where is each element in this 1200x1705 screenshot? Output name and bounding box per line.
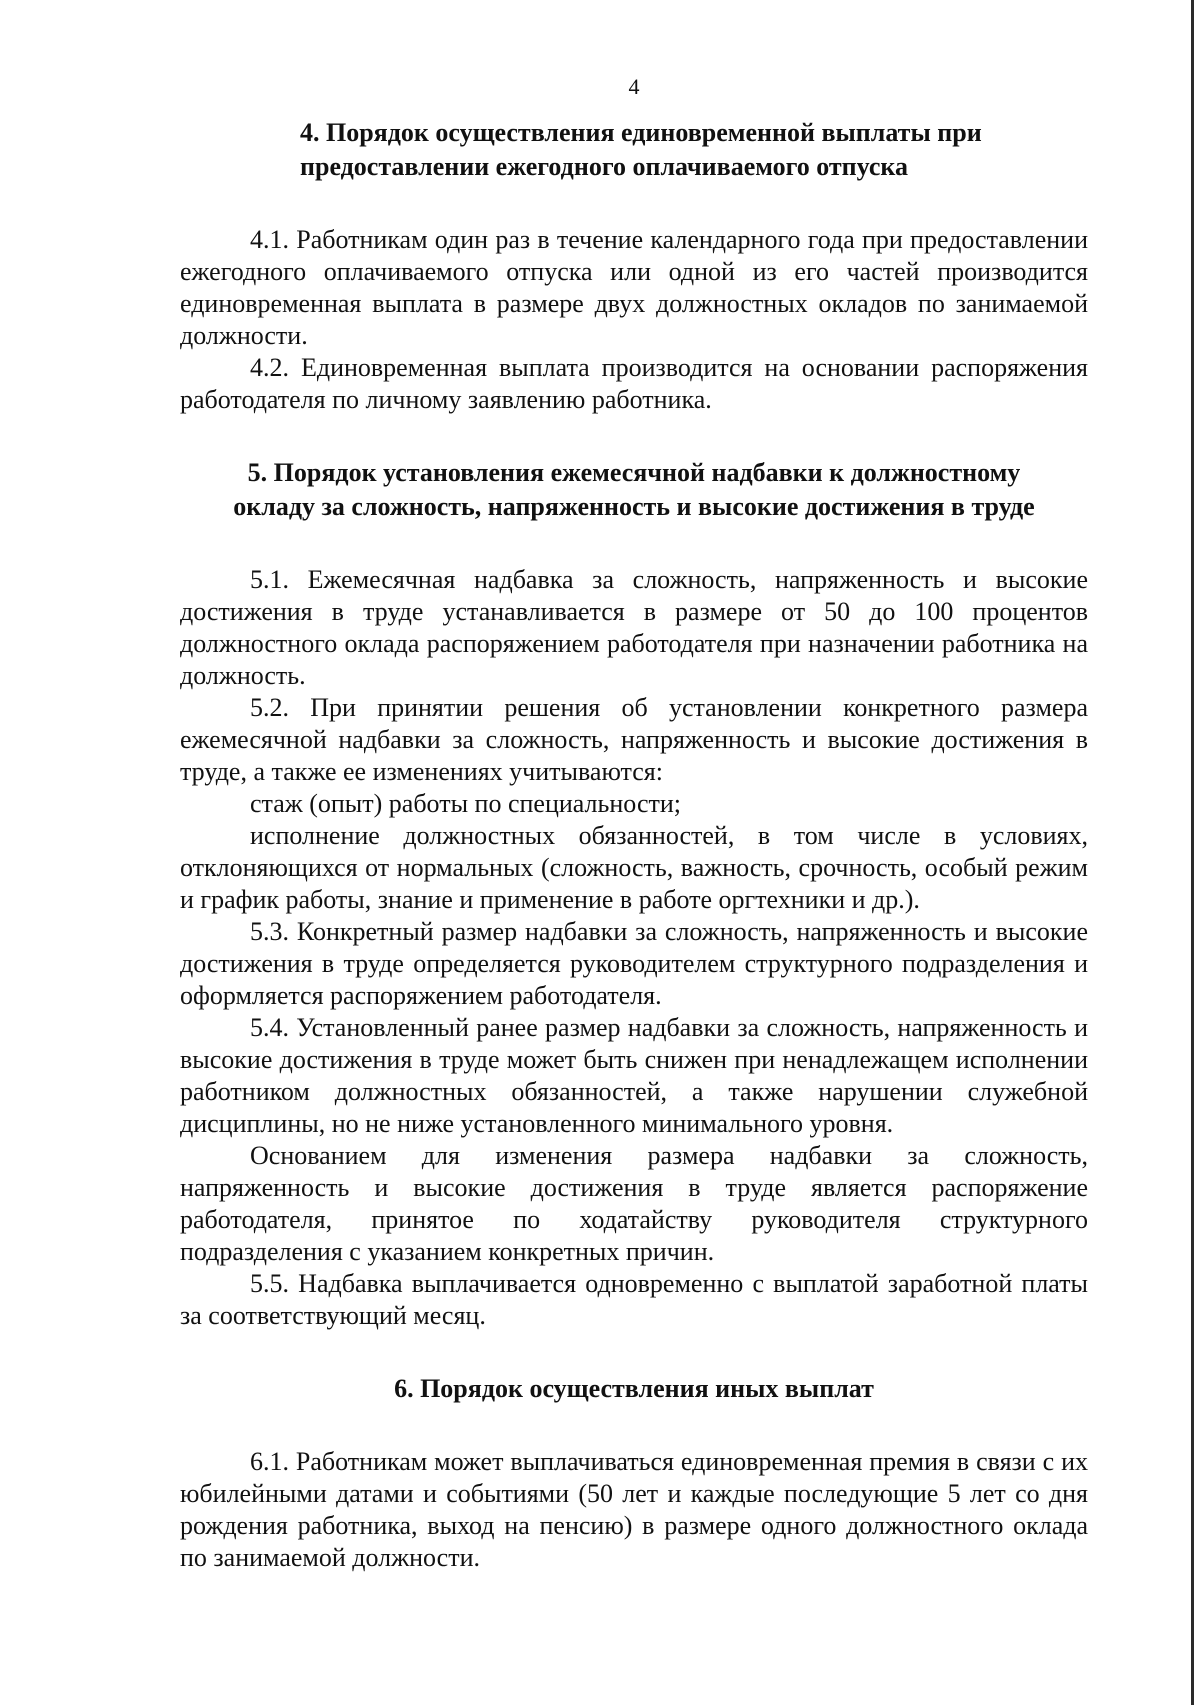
paragraph-4-1: 4.1. Работникам один раз в течение календарного года при предоставлении ежегодного оплачиваемого отпуска или одной из его частей производится единовременная выплата в размере двух должностных окладов по занимаемой должности. [180, 225, 1088, 350]
paragraph-5-2: 5.2. При принятии решения об установлении конкретного размера ежемесячной надбавки за сложность, напряженность и высокие достижения в труде, а также ее изменениях учитываются: [180, 693, 1088, 786]
section-4-heading-line1: 4. Порядок осуществления единовременной выплаты при [300, 118, 982, 147]
paragraph-5-4: 5.4. Установленный ранее размер надбавки за сложность, напряженность и высокие достижения в труде может быть снижен при ненадлежащем исполнении работником должностных обязанностей, а также нарушении служебной дисциплины, но не ниже установленного минимального уровня. [180, 1013, 1088, 1138]
paragraph-5-5: 5.5. Надбавка выплачивается одновременно с выплатой заработной платы за соответствующий месяц. [180, 1269, 1088, 1330]
section-5-heading-line1: 5. Порядок установления ежемесячной надбавки к должностному [247, 458, 1021, 487]
paragraph-5-2-item-experience: стаж (опыт) работы по специальности; [250, 789, 681, 818]
section-4 [180, 116, 1088, 416]
page-number: 4 [628, 74, 640, 99]
section-6-heading-line1: 6. Порядок осуществления иных выплат [394, 1374, 874, 1403]
section-4-heading [180, 116, 1088, 184]
paragraph-5-4-basis: Основанием для изменения размера надбавки за сложность, напряженность и высокие достижения в труде является распоряжение работодателя, принятое по ходатайству руководителя структурного подразделения с указанием конкретных причин. [180, 1141, 1088, 1266]
section-5-heading-line2: окладу за сложность, напряженность и высокие достижения в труде [233, 492, 1035, 521]
paragraph-5-2-item-duties: исполнение должностных обязанностей, в том числе в условиях, отклоняющихся от нормальных (сложность, важность, срочность, особый режим и график работы, знание и применение в работе оргтехники и др.). [180, 821, 1088, 914]
document-body [180, 116, 1088, 1574]
section-6 [180, 1372, 1088, 1574]
scan-edge-line [1191, 0, 1194, 1705]
paragraph-6-1: 6.1. Работникам может выплачиваться единовременная премия в связи с их юбилейными датами и событиями (50 лет и каждые последующие 5 лет со дня рождения работника, выход на пенсию) в размере одного должностного оклада по занимаемой должности. [180, 1447, 1088, 1572]
paragraph-4-2: 4.2. Единовременная выплата производится на основании распоряжения работодателя по личному заявлению работника. [180, 353, 1088, 414]
section-5 [180, 456, 1088, 1332]
section-5-heading [180, 456, 1088, 524]
section-4-heading-line2: предоставлении ежегодного оплачиваемого отпуска [300, 152, 908, 181]
paragraph-5-3: 5.3. Конкретный размер надбавки за сложность, напряженность и высокие достижения в труде определяется руководителем структурного подразделения и оформляется распоряжением работодателя. [180, 917, 1088, 1010]
section-6-heading [180, 1372, 1088, 1406]
paragraph-5-1: 5.1. Ежемесячная надбавка за сложность, напряженность и высокие достижения в труде устанавливается в размере от 50 до 100 процентов должностного оклада распоряжением работодателя при назначении работника на должность. [180, 565, 1088, 690]
